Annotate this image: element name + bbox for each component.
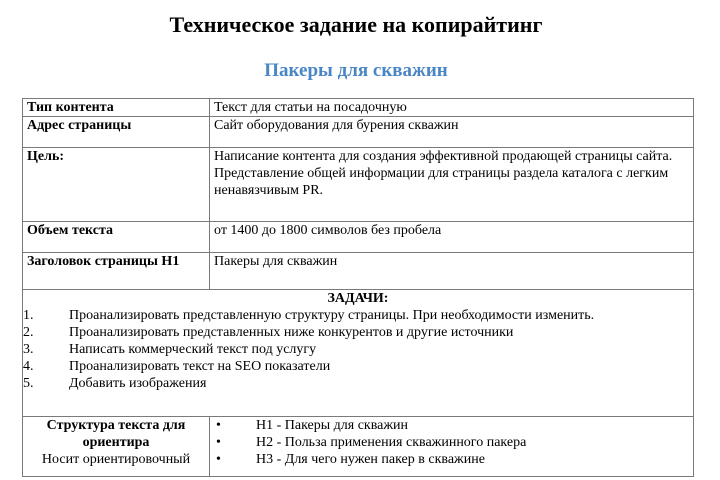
table-row xyxy=(23,148,694,222)
list-item xyxy=(23,341,693,358)
document-subtitle: Пакеры для скважин xyxy=(264,60,448,81)
task-text: Проанализировать текст на SEO показатели xyxy=(69,359,331,374)
structure-item: H3 - Для чего нужен пакер в скважине xyxy=(256,452,485,467)
task-number: 4. xyxy=(23,359,34,374)
tasks-list xyxy=(23,307,693,392)
task-number: 1. xyxy=(23,308,34,323)
task-number: 5. xyxy=(23,376,34,391)
row-value: Сайт оборудования для бурения скважин xyxy=(210,117,694,148)
bullet: • xyxy=(216,418,221,433)
bullet: • xyxy=(216,452,221,467)
row-label: Тип контента xyxy=(23,99,210,117)
list-item xyxy=(23,307,693,324)
task-text: Добавить изображения xyxy=(69,376,207,391)
structure-label-cell xyxy=(23,417,210,477)
spec-table xyxy=(22,98,694,477)
row-value: Пакеры для скважин xyxy=(210,253,694,290)
row-value: Написание контента для создания эффективной продающей страницы сайта. Представление общей информации для страницы раздела каталога с легким ненавязчивым PR. xyxy=(210,148,694,222)
row-label: Адрес страницы xyxy=(23,117,210,148)
tasks-cell xyxy=(23,290,694,417)
tasks-heading: ЗАДАЧИ: xyxy=(327,291,389,306)
bullet: • xyxy=(216,435,221,450)
list-item xyxy=(210,434,689,451)
row-label: Цель: xyxy=(23,148,210,222)
document-title: Техническое задание на копирайтинг xyxy=(169,12,543,37)
structure-row xyxy=(23,417,694,477)
task-text: Проанализировать представленную структуру страницы. При необходимости изменить. xyxy=(69,308,595,323)
structure-label: Структура текста для ориентира xyxy=(46,418,186,450)
task-text: Написать коммерческий текст под услугу xyxy=(69,342,317,357)
structure-item: H1 - Пакеры для скважин xyxy=(256,418,409,433)
row-label: Заголовок страницы H1 xyxy=(23,253,210,290)
task-number: 2. xyxy=(23,325,34,340)
row-value: Текст для статьи на посадочную xyxy=(210,99,694,117)
row-label: Объем текста xyxy=(23,222,210,253)
row-value: от 1400 до 1800 символов без пробела xyxy=(210,222,694,253)
table-row xyxy=(23,253,694,290)
table-row xyxy=(23,222,694,253)
table-row xyxy=(23,117,694,148)
structure-list xyxy=(210,417,689,468)
list-item xyxy=(23,375,693,392)
table-row xyxy=(23,99,694,117)
task-number: 3. xyxy=(23,342,34,357)
structure-item: H2 - Польза применения скважинного пакера xyxy=(256,435,527,450)
structure-note: Носит ориентировочный xyxy=(41,452,191,467)
list-item xyxy=(23,324,693,341)
tasks-row xyxy=(23,290,694,417)
task-text: Проанализировать представленных ниже конкурентов и другие источники xyxy=(69,325,514,340)
structure-items-cell xyxy=(210,417,694,477)
list-item xyxy=(210,451,689,468)
list-item xyxy=(210,417,689,434)
list-item xyxy=(23,358,693,375)
